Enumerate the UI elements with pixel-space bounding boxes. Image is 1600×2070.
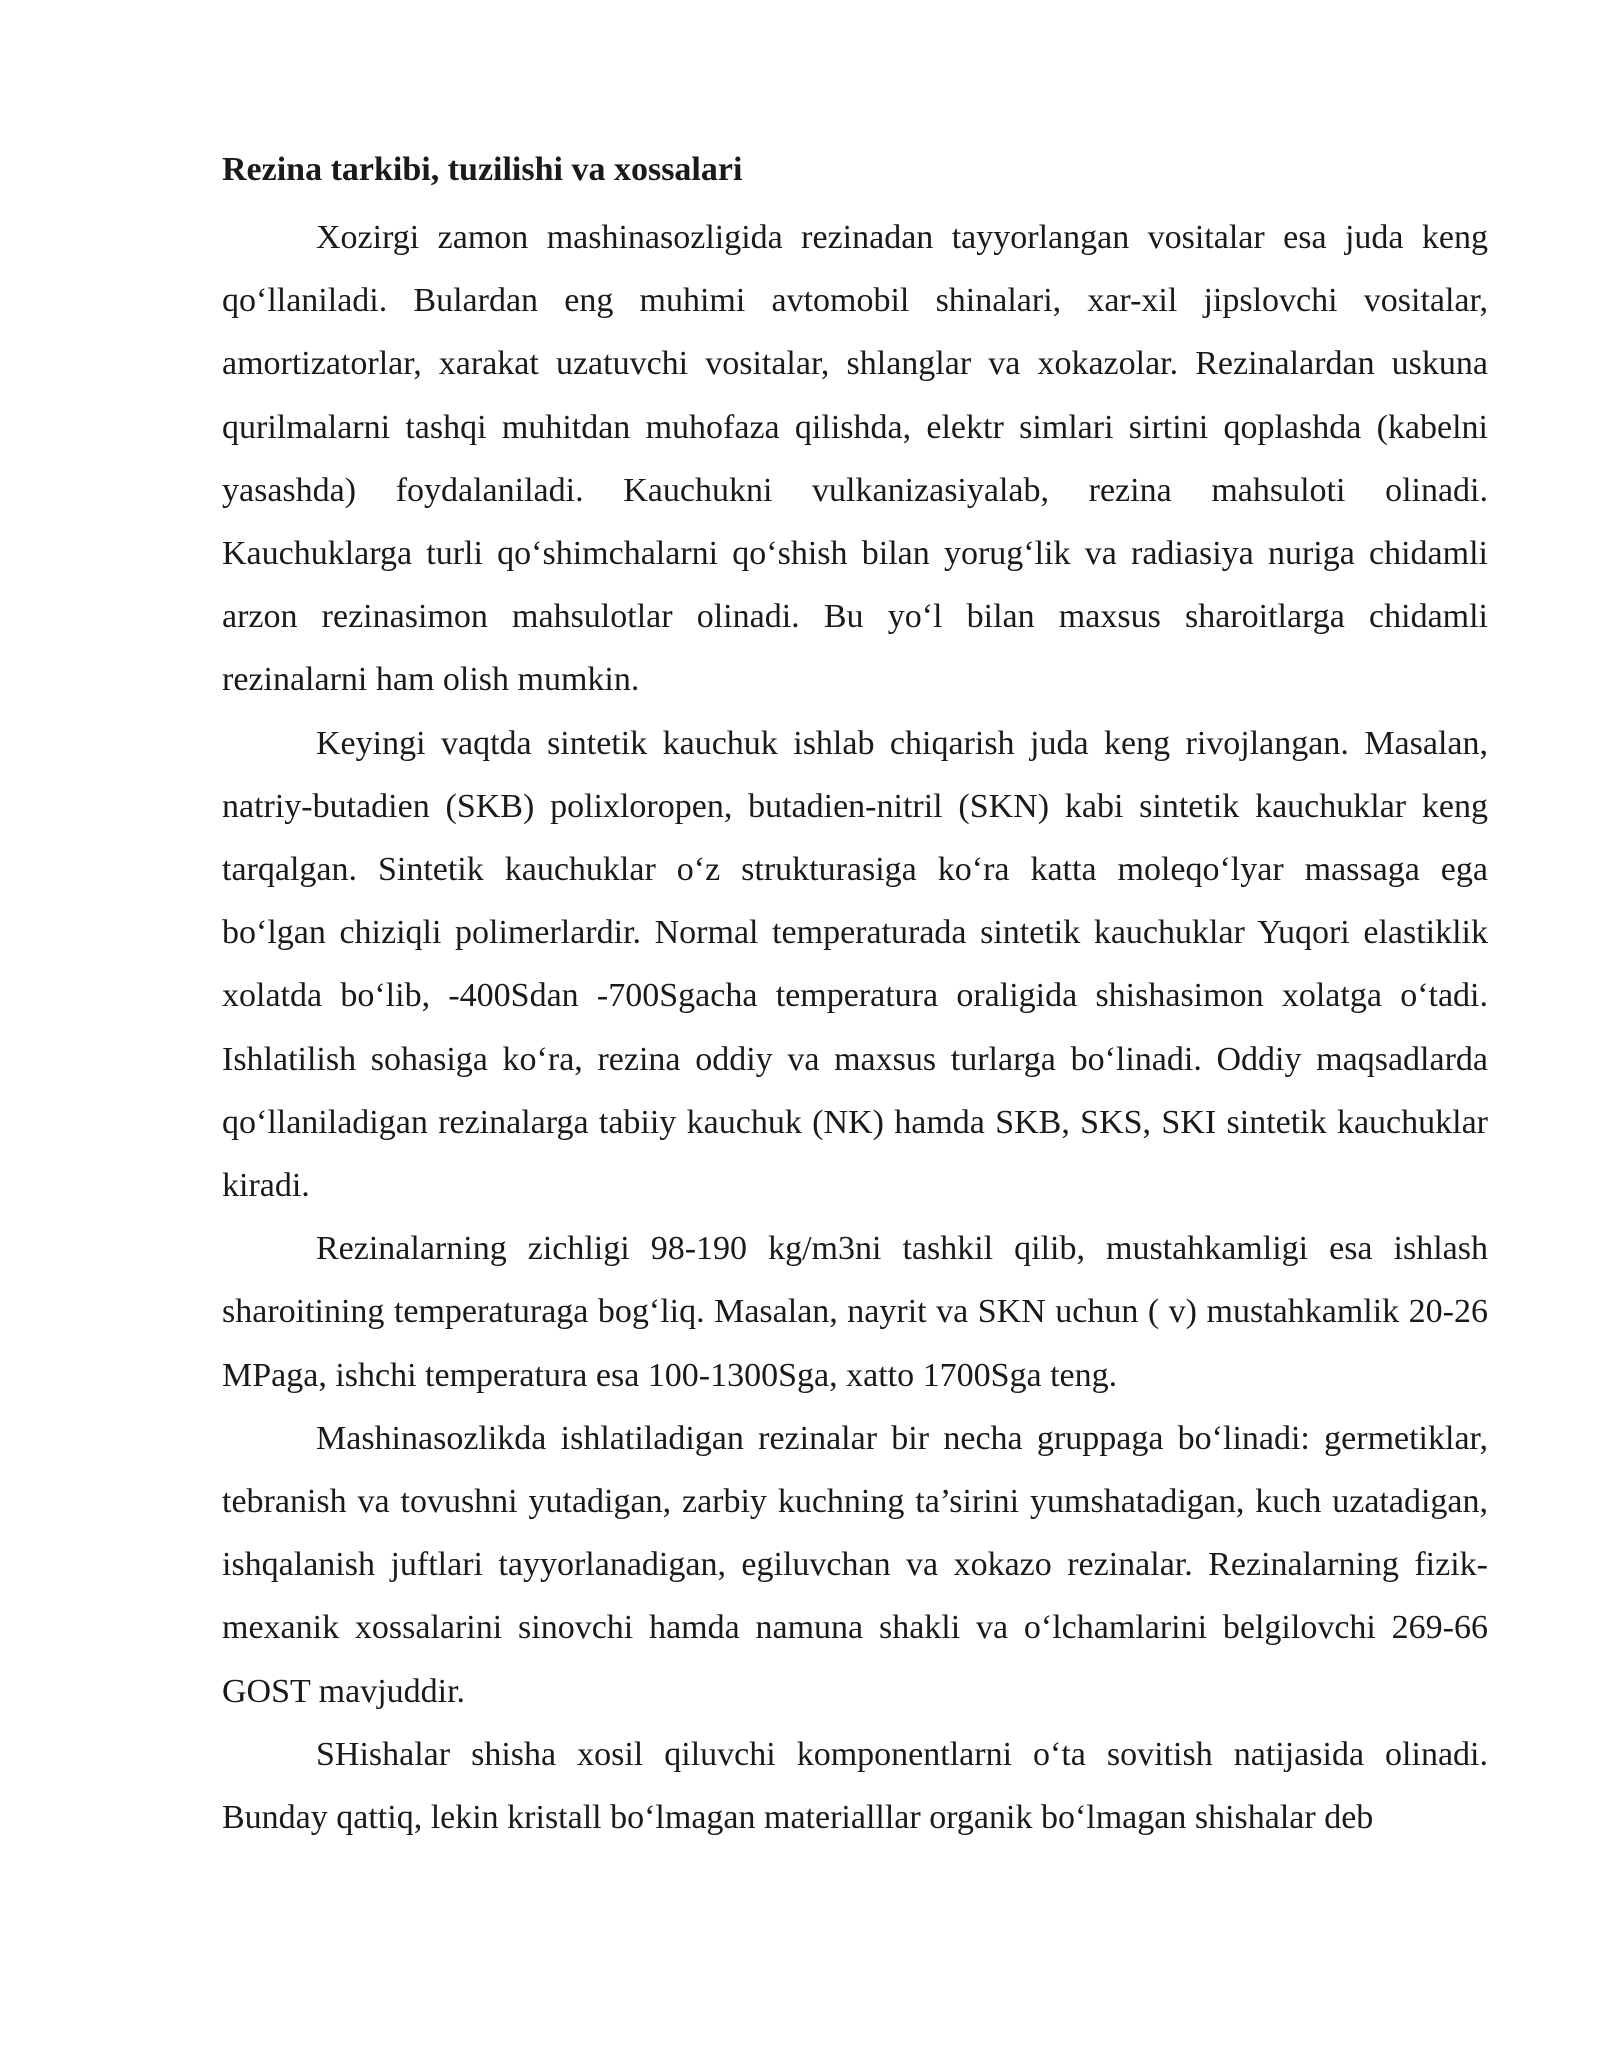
paragraph-usage: Xozirgi zamon mashinasozligida rezinadan tayyorlangan vositalar esa juda keng qo‘llaniladi. Bulardan eng muhimi avtomobil shinalari, xar-xil jipslovchi vositalar, amortizatorlar, xarakat uzatuvchi vositalar, shlanglar va xokazolar. Rezinalardan uskuna qurilmalarni tashqi muhitdan muhofaza qilishda, elektr simlari sirtini qoplashda (kabelni yasashda) foydalaniladi. Kauchukni vulkanizasiyalab, rezina mahsuloti olinadi. Kauchuklarga turli qo‘shimchalarni qo‘shish bilan yorug‘lik va radiasiya nuriga chidamli arzon rezinasimon mahsulotlar olinadi. Bu yo‘l bilan maxsus sharoitlarga chidamli rezinalarni ham olish mumkin. xyxy=(222,219,1488,699)
paragraph-glass: SHishalar shisha xosil qiluvchi komponentlarni o‘ta sovitish natijasida olinadi. Bunday qattiq, lekin kristall bo‘lmagan materialllar organik bo‘lmagan shishalar deb xyxy=(222,1735,1488,1837)
document-body xyxy=(222,142,1488,1849)
section-heading: Rezina tarkibi, tuzilishi va xossalari xyxy=(222,151,743,188)
paragraph-density: Rezinalarning zichligi 98-190 kg/m3ni tashkil qilib, mustahkamligi esa ishlash sharoitining temperaturaga bog‘liq. Masalan, nayrit va SKN uchun ( v) mustahkamlik 20-26 MPaga, ishchi temperatura esa 100-1300Sga, xatto 1700Sga teng. xyxy=(222,1230,1488,1394)
paragraph-synthetic-rubber: Keyingi vaqtda sintetik kauchuk ishlab chiqarish juda keng rivojlangan. Masalan, natriy-butadien (SKB) polixloropen, butadien-nitril (SKN) kabi sintetik kauchuklar keng tarqalgan. Sintetik kauchuklar o‘z strukturasiga ko‘ra katta moleqo‘lyar massaga ega bo‘lgan chiziqli polimerlardir. Normal temperaturada sintetik kauchuklar Yuqori elastiklik xolatda bo‘lib, -400Sdan -700Sgacha temperatura oraligida shishasimon xolatga o‘tadi. Ishlatilish sohasiga ko‘ra, rezina oddiy va maxsus turlarga bo‘linadi. Oddiy maqsadlarda qo‘llaniladigan rezinalarga tabiiy kauchuk (NK) hamda SKB, SKS, SKI sintetik kauchuklar kiradi. xyxy=(222,724,1488,1205)
paragraph-groups: Mashinasozlikda ishlatiladigan rezinalar bir necha gruppaga bo‘linadi: germetiklar, tebranish va tovushni yutadigan, zarbiy kuchning ta’sirini yumshatadigan, kuch uzatadigan, ishqalanish juftlari tayyorlanadigan, egiluvchan va xokazo rezinalar. Rezinalarning fizik-mexanik xossalarini sinovchi hamda namuna shakli va o‘lchamlarini belgilovchi 269-66 GOST mavjuddir. xyxy=(222,1419,1488,1710)
